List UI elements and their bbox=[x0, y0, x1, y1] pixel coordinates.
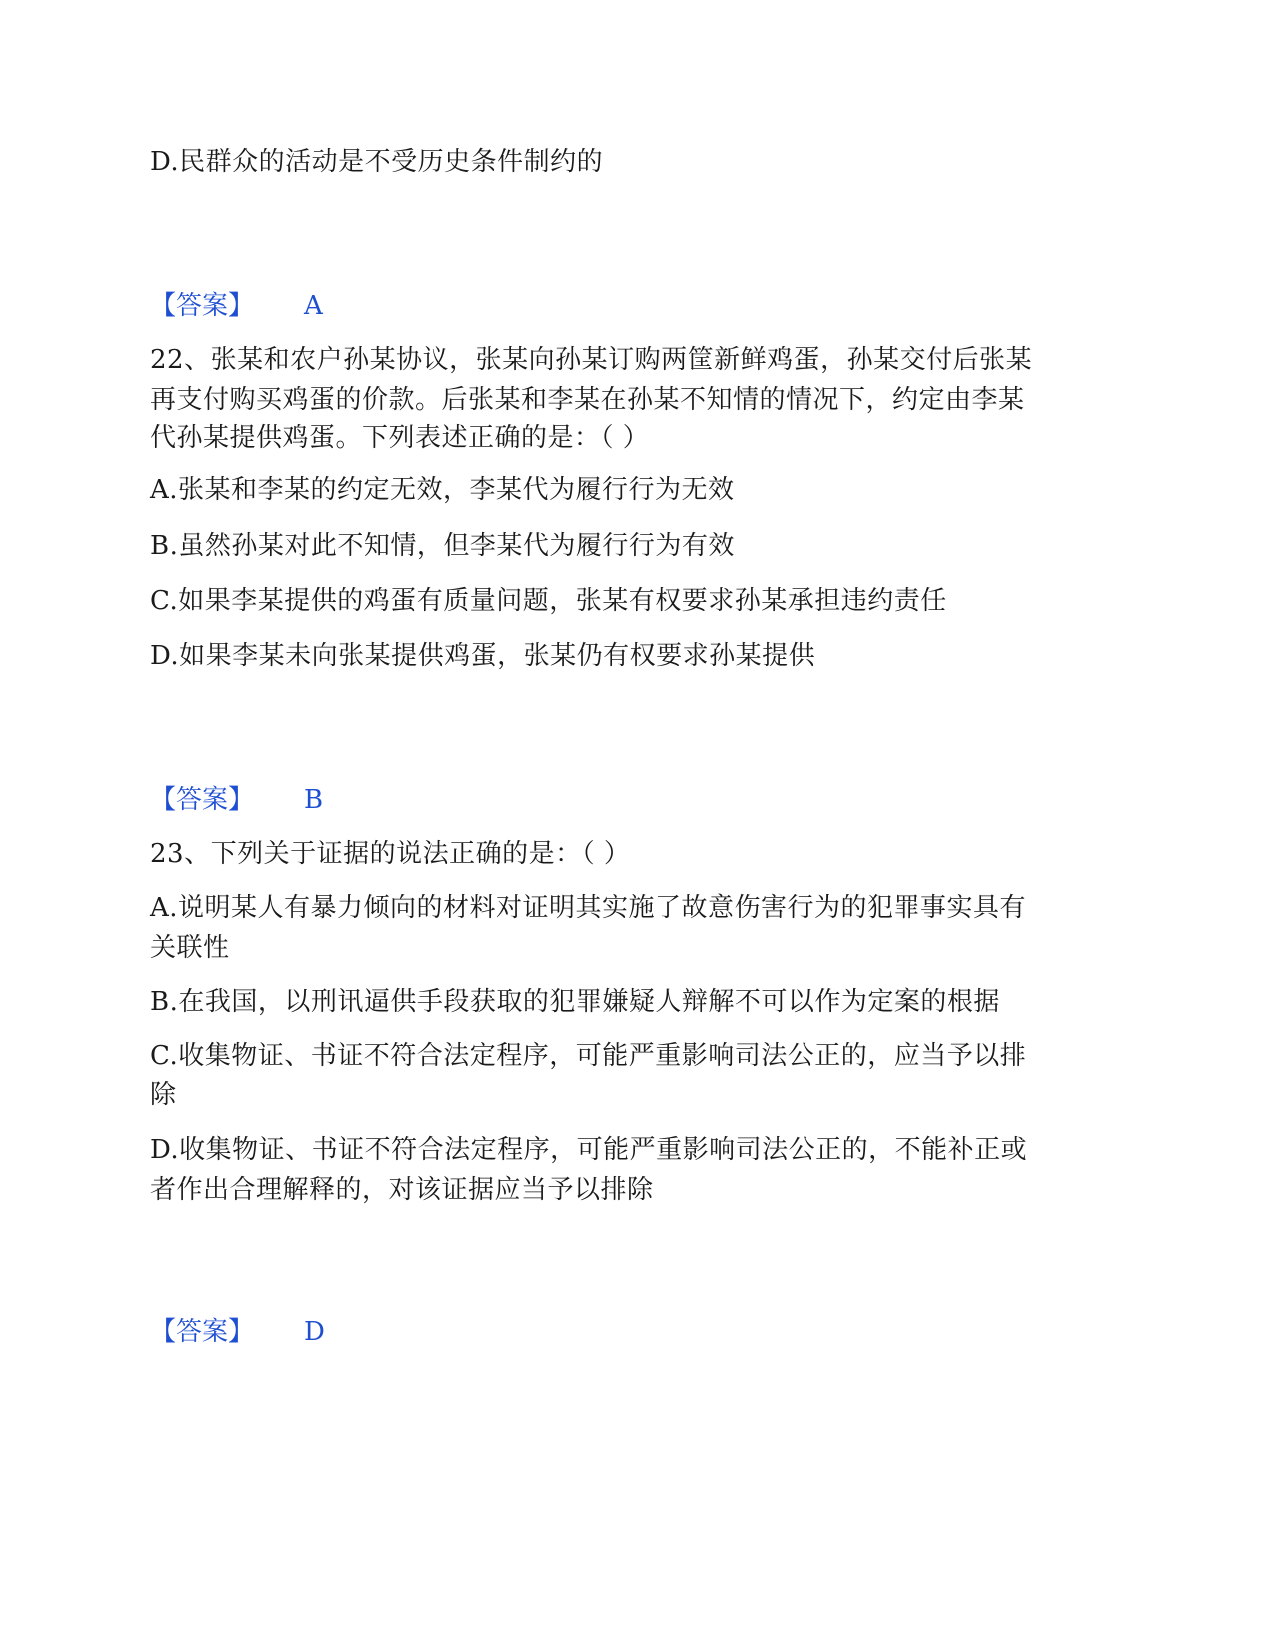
q22-stem-line-2: 再支付购买鸡蛋的价款。后张某和李某在孙某不知情的情况下，约定由李某 bbox=[150, 385, 1025, 415]
q22-option-c: C.如果李某提供的鸡蛋有质量问题，张某有权要求孙某承担违约责任 bbox=[150, 586, 947, 616]
q22-option-b: B.虽然孙某对此不知情，但李某代为履行行为有效 bbox=[150, 531, 735, 561]
answer-value: A bbox=[304, 291, 323, 321]
q22-answer bbox=[150, 780, 323, 820]
q23-option-a-line-2: 关联性 bbox=[150, 933, 230, 963]
q22-stem-line-1: 22、张某和农户孙某协议，张某向孙某订购两筐新鲜鸡蛋，孙某交付后张某 bbox=[150, 345, 1033, 375]
answer-label: 【答案】 bbox=[150, 291, 255, 321]
answer-label: 【答案】 bbox=[150, 1317, 255, 1347]
q21-answer bbox=[150, 286, 323, 326]
answer-value: B bbox=[304, 785, 324, 815]
q23-option-d-line-2: 者作出合理解释的，对该证据应当予以排除 bbox=[150, 1175, 654, 1205]
q23-option-d-line-1: D.收集物证、书证不符合法定程序，可能严重影响司法公正的，不能补正或 bbox=[150, 1135, 1028, 1165]
q22-option-d: D.如果李某未向张某提供鸡蛋，张某仍有权要求孙某提供 bbox=[150, 641, 816, 671]
q23-option-c-line-2: 除 bbox=[150, 1080, 177, 1110]
q23-option-b: B.在我国，以刑讯逼供手段获取的犯罪嫌疑人辩解不可以作为定案的根据 bbox=[150, 987, 1000, 1017]
answer-value: D bbox=[304, 1317, 325, 1347]
q23-option-c-line-1: C.收集物证、书证不符合法定程序，可能严重影响司法公正的，应当予以排 bbox=[150, 1041, 1027, 1071]
q22-option-a: A.张某和李某的约定无效，李某代为履行行为无效 bbox=[150, 475, 735, 505]
q21-option-d: D.民群众的活动是不受历史条件制约的 bbox=[150, 147, 604, 177]
q22-stem-line-3: 代孙某提供鸡蛋。下列表述正确的是：（ ） bbox=[150, 423, 650, 453]
q23-answer bbox=[150, 1312, 325, 1352]
q23-option-a-line-1: A.说明某人有暴力倾向的材料对证明其实施了故意伤害行为的犯罪事实具有 bbox=[150, 893, 1027, 923]
answer-label: 【答案】 bbox=[150, 785, 255, 815]
q23-stem: 23、下列关于证据的说法正确的是：（ ） bbox=[150, 839, 631, 869]
